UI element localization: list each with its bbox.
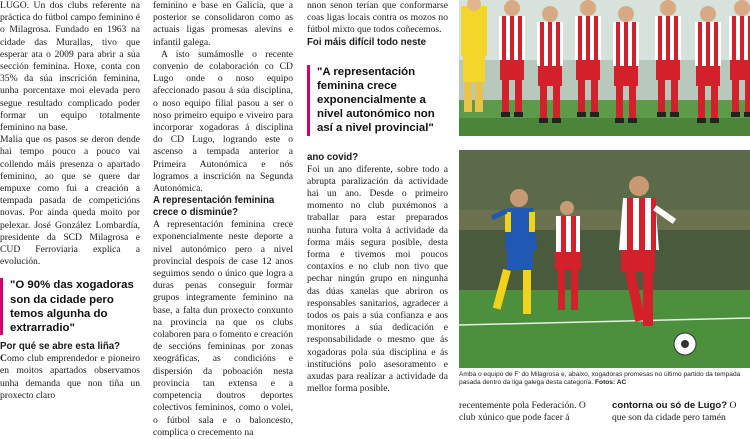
- bottom-column-left: [459, 400, 599, 422]
- body-paragraph: Malia que os pasos se deron dende hai tempo pouco a pouco vai collendo máis presenza o apartado feminino, ao que se quere dar empuxe como fui a creación a tempada pasada de competicións novas. Por ainda queda moito por pelexar. José González Lombardía, presidente da SCD Milagrosa e CUD Ferroviaria explica a evolución.: [0, 134, 140, 268]
- drop-cap: C: [0, 353, 7, 365]
- photo-credit: Fotos: AC: [595, 379, 627, 387]
- body-paragraph: A isto sumámoslle o recente convenio de colaboración co CD Lugo onde o noso equipo afeccionado pasou á súa disciplina, o noso equipo filial pasou a ser o noso primeiro equipo e viveiro para incorporar xogadoras á disciplina do CD Lugo, logrando este o ascenso a tempada anterior a Primeira Autonómica e nós logramos a inscrición na Segunda Autonómica.: [153, 48, 293, 195]
- article-column-2: [153, 0, 293, 438]
- interview-answer: A representación feminina crece exponencialmente neste deporte a nivel autonómico pero a nivel provincial despois de case 12 anos seguimos sendo o único que logra a duras penas conseguir formar grupos integramente feminino na base, a falta dun proxecto conxunto na provincia na que os clubs colaboren para o fomento e creación de seccións femininas por zonas xeográficas, as condicións e dispersión da poboación nesta provincia tan extensa e a competencia doutros deportes colectivos femininos, como o volei, o fútbol sala e o baloncesto, complica o crecemento na: [153, 219, 293, 438]
- body-text: O que son da cidade pero tamén: [612, 400, 737, 424]
- team-photo: [459, 0, 750, 136]
- interview-question: Por qué se abre esta liña?: [0, 341, 121, 353]
- body-text: recentemente pola Federación. O club xúnico que pode facer á: [459, 400, 586, 424]
- interview-question: A representación feminina crece o disminúe?: [153, 195, 275, 219]
- pull-quote: "O 90% das xogadoras son da cidade pero temos algunha do extrarradio": [0, 278, 140, 335]
- caption-text: Amba o equipo de F' do Milagrosa e, abaixo, xogadoras promesas no último partido da tempada pasada dentro da liga galega desta categoría.: [459, 371, 741, 387]
- interview-question: contorna ou só de Lugo?: [612, 400, 728, 411]
- photo-caption: [459, 371, 750, 387]
- interview-question-continued: ano covid?: [307, 151, 359, 163]
- body-paragraph: feminino e base en Galicia, que a posterior se consolidaron como as actuais ligas promesas alevíns e infantil galega.: [153, 0, 293, 48]
- answer-text: omo club emprendedor e pioneiro en moitos apartados observamos unha demanda que non tiña un proxecto claro: [0, 353, 140, 401]
- interview-question: Foi máis difícil todo neste: [307, 36, 426, 48]
- body-paragraph: nnon senon terían que conformarse coas ligas locais contra os mozos no fútbol mixto que todos coñecemos.: [307, 0, 448, 36]
- article-column-1: [0, 0, 140, 402]
- article-column-3: [307, 0, 448, 400]
- interview-answer: [0, 353, 140, 402]
- body-paragraph: LUGO. Un dos clubs referente na práctica do fútbol campo feminino é o Milagrosa. Fundado en 1963 na cidade das Murallas, tivo que esperar ata o 2009 para abrir a súa sección feminina. Hoxe, conta con 35% da súa inscrición feminina, unha porcentaxe moi elevada pero segue resultado complicado poder formar un equipo totalmente feminino na base.: [0, 0, 140, 134]
- pull-quote: "A representación feminina crece exponencialmente a nivel autonómico non así a nivel provincial": [307, 65, 448, 136]
- interview-answer: Foi un ano diferente, sobre todo a abrupta paralización da actividade hai un ano. Desde o primeiro momento no club puxémonos a traballar para estar preparados nunha futura volta á actividade da forma máis segura posible, desta forma e tivemos moi poucos contaxios e no club non tivo que pechar ningún grupo en ningunha das dúas xanelas que abriron os responsables sanitarios, agradecer a todos os pais a súa confianza e aos monitores a súa dedicación e responsabilidade o mesmo que ás xogadoras pola súa disciplina e ás institucións polo asesoramento e axudas para realizar a actividade da mellor forma posible.: [307, 163, 448, 395]
- bottom-column-right: [612, 400, 750, 422]
- match-photo: [459, 150, 750, 368]
